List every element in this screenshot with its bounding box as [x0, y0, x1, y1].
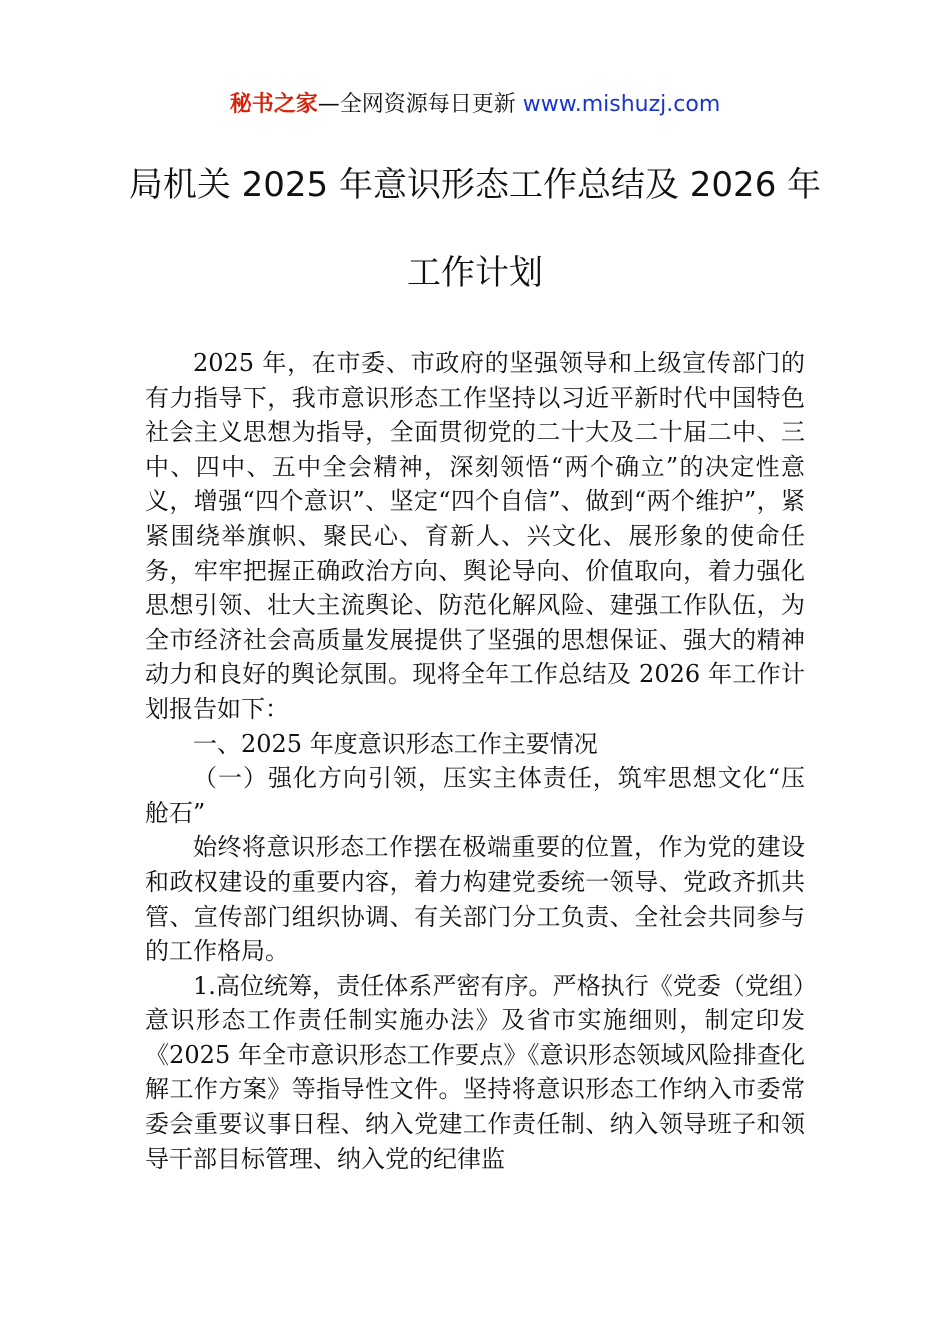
document-title [120, 158, 830, 300]
brand-name: 秘书之家 [229, 92, 318, 117]
intro-paragraph: 2025 年，在市委、市政府的坚强领导和上级宣传部门的有力指导下，我市意识形态工作坚持以习近平新时代中国特色社会主义思想为指导，全面贯彻党的二十大及二十届二中、三中、四中、五中全会精神，深刻领悟“两个确立”的决定性意义，增强“四个意识”、坚定“四个自信”、做到“两个维护”，紧紧围绕举旗帜、聚民心、育新人、兴文化、展形象的使命任务，牢牢把握正确政治方向、舆论导向、价值取向，着力强化思想引领、壮大主流舆论、防范化解风险、建强工作队伍，为全市经济社会高质量发展提供了坚强的思想保证、强大的精神动力和良好的舆论氛围。现将全年工作总结及 2026 年工作计划报告如下： [145, 349, 805, 723]
title-line-2: 工作计划 [407, 253, 543, 293]
document-body [145, 346, 805, 1176]
title-line-1: 局机关 2025 年意识形态工作总结及 2026 年 [128, 165, 822, 205]
site-header [0, 88, 950, 122]
section-heading-1: 一、2025 年度意识形态工作主要情况 [193, 729, 598, 758]
site-url-link[interactable]: www.mishuzj.com [522, 92, 721, 117]
body-paragraph-item-1: 1.高位统筹，责任体系严密有序。严格执行《党委（党组）意识形态工作责任制实施办法》及省市实施细则，制定印发《2025 年全市意识形态工作要点》《意识形态领域风险排查化解工作方案》等指导性文件。坚持将意识形态工作纳入市委常委会重要议事日程、纳入党建工作责任制、纳入领导班子和领导干部目标管理、纳入党的纪律监 [145, 971, 805, 1173]
body-paragraph: 始终将意识形态工作摆在极端重要的位置，作为党的建设和政权建设的重要内容，着力构建党委统一领导、党政齐抓共管、宣传部门组织协调、有关部门分工负责、全社会共同参与的工作格局。 [145, 833, 805, 966]
subsection-heading-1: （一）强化方向引领，压实主体责任，筑牢思想文化“压舱石” [145, 764, 805, 827]
header-tagline: —全网资源每日更新 [317, 92, 523, 117]
